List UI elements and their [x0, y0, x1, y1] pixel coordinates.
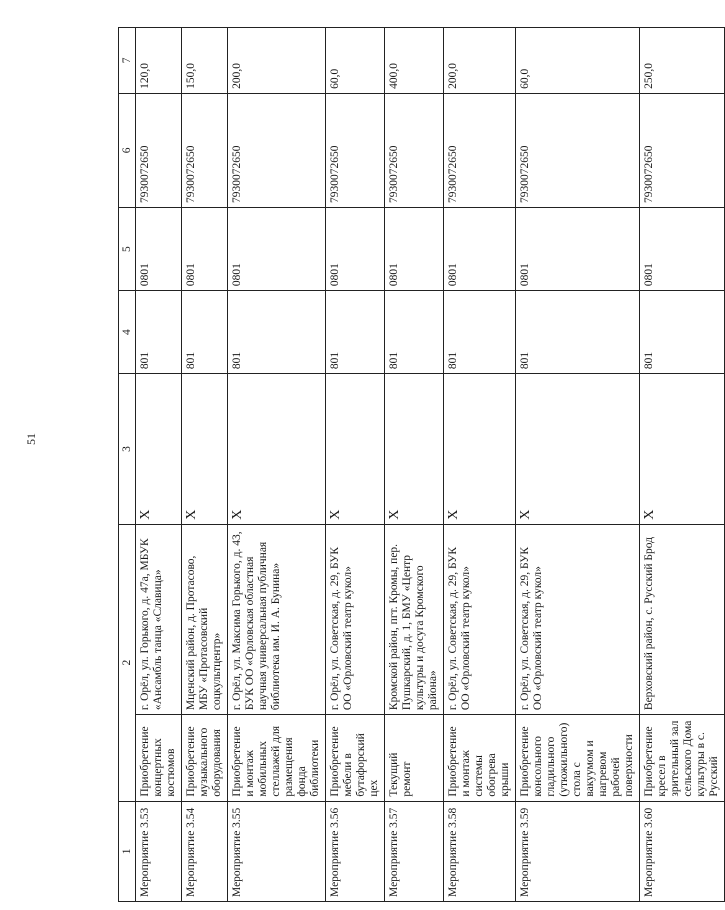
section-cell: 0801 — [444, 208, 516, 291]
section-cell: 0801 — [385, 208, 444, 291]
mark-cell: X — [385, 374, 444, 525]
event-cell: Мероприятие 3.56 — [326, 801, 385, 901]
target-cell: 7930072650 — [326, 93, 385, 207]
rotated-table-container — [118, 27, 720, 902]
code-cell: 801 — [640, 291, 725, 374]
code-cell: 801 — [385, 291, 444, 374]
code-cell: 801 — [516, 291, 640, 374]
event-cell: Мероприятие 3.55 — [228, 801, 326, 901]
table-row — [182, 28, 228, 902]
event-cell: Мероприятие 3.58 — [444, 801, 516, 901]
table-row — [444, 28, 516, 902]
mark-cell: X — [326, 374, 385, 525]
amount-cell: 200,0 — [444, 28, 516, 94]
section-cell: 0801 — [228, 208, 326, 291]
name-cell: Приобретение и монтаж системы обогрева крыши — [444, 715, 516, 802]
address-cell: г. Орёл, ул. Советская, д. 29, БУК ОО «Орловский театр кукол» — [516, 524, 640, 714]
table-header-cell: 5 — [119, 208, 136, 291]
section-cell: 0801 — [182, 208, 228, 291]
event-cell: Мероприятие 3.59 — [516, 801, 640, 901]
mark-cell: X — [516, 374, 640, 525]
code-cell: 801 — [326, 291, 385, 374]
amount-cell: 200,0 — [228, 28, 326, 94]
target-cell: 7930072650 — [182, 93, 228, 207]
code-cell: 801 — [228, 291, 326, 374]
code-cell: 801 — [136, 291, 182, 374]
target-cell: 7930072650 — [136, 93, 182, 207]
table-header-cell: 2 — [119, 524, 136, 801]
name-cell: Приобретение музыкального оборудования — [182, 715, 228, 802]
address-cell: г. Орёл, ул. Советская, д. 29, БУК ОО «Орловский театр кукол» — [444, 524, 516, 714]
mark-cell: X — [136, 374, 182, 525]
mark-cell: X — [228, 374, 326, 525]
address-cell: Кромской район, пгт. Кромы, пер. Пушкарский, д. 1, БМУ «Центр культуры и досуга Кромского района» — [385, 524, 444, 714]
table-row — [516, 28, 640, 902]
table-header-row — [119, 28, 136, 902]
address-cell: г. Орёл, ул. Советская, д. 29, БУК ОО «Орловский театр кукол» — [326, 524, 385, 714]
page-number: 51 — [24, 433, 38, 445]
table-header-cell: 1 — [119, 801, 136, 901]
table-header-cell: 7 — [119, 28, 136, 94]
name-cell: Приобретение и монтаж мобильных стеллажей для размещения фонда библиотеки — [228, 715, 326, 802]
table-body — [119, 28, 725, 902]
table-row — [326, 28, 385, 902]
section-cell: 0801 — [640, 208, 725, 291]
target-cell: 7930072650 — [516, 93, 640, 207]
table-header-cell: 3 — [119, 374, 136, 525]
section-cell: 0801 — [136, 208, 182, 291]
name-cell: Приобретение консольного гладильного (утюжильного) стола с вакуумом и нагревом рабочей поверхности — [516, 715, 640, 802]
mark-cell: X — [640, 374, 725, 525]
address-cell: Верховский район, с. Русский Брод — [640, 524, 725, 714]
table-header-cell: 6 — [119, 93, 136, 207]
code-cell: 801 — [182, 291, 228, 374]
events-table — [118, 27, 725, 902]
event-cell: Мероприятие 3.60 — [640, 801, 725, 901]
code-cell: 801 — [444, 291, 516, 374]
address-cell: Мценский район, д. Протасово, МБУ «Протасовский соцкультцентр» — [182, 524, 228, 714]
name-cell: Приобретение мебели в бутафорский цех — [326, 715, 385, 802]
amount-cell: 150,0 — [182, 28, 228, 94]
address-cell: г. Орёл, ул. Горького, д. 47а, МБУК «Ансамбль танца «Славица» — [136, 524, 182, 714]
event-cell: Мероприятие 3.53 — [136, 801, 182, 901]
section-cell: 0801 — [516, 208, 640, 291]
name-cell: Приобретение концертных костюмов — [136, 715, 182, 802]
event-cell: Мероприятие 3.54 — [182, 801, 228, 901]
address-cell: г. Орёл, ул. Максима Горького, д. 43, БУК ОО «Орловская областная научная универсальная публичная библиотека им. И. А. Бунина» — [228, 524, 326, 714]
target-cell: 7930072650 — [385, 93, 444, 207]
amount-cell: 60,0 — [516, 28, 640, 94]
table-row — [228, 28, 326, 902]
table-row — [385, 28, 444, 902]
target-cell: 7930072650 — [640, 93, 725, 207]
amount-cell: 60,0 — [326, 28, 385, 94]
section-cell: 0801 — [326, 208, 385, 291]
event-cell: Мероприятие 3.57 — [385, 801, 444, 901]
target-cell: 7930072650 — [228, 93, 326, 207]
mark-cell: X — [182, 374, 228, 525]
name-cell: Приобретение кресел в зрительный зал сельского Дома культуры в с. Русский — [640, 715, 725, 802]
target-cell: 7930072650 — [444, 93, 516, 207]
amount-cell: 400,0 — [385, 28, 444, 94]
table-row — [136, 28, 182, 902]
mark-cell: X — [444, 374, 516, 525]
amount-cell: 250,0 — [640, 28, 725, 94]
name-cell: Текущий ремонт — [385, 715, 444, 802]
table-row — [640, 28, 725, 902]
amount-cell: 120,0 — [136, 28, 182, 94]
table-header-cell: 4 — [119, 291, 136, 374]
